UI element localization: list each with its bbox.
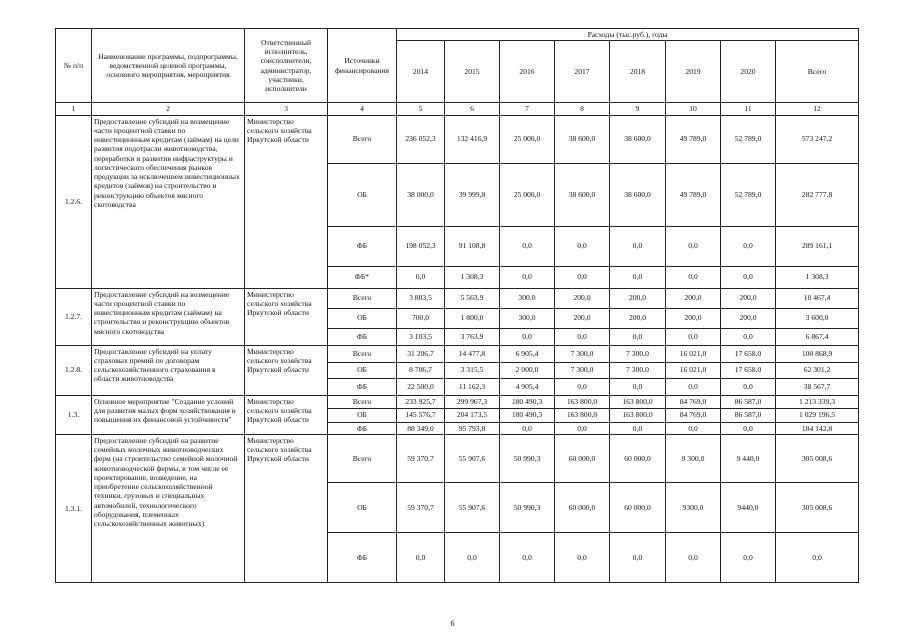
value-cell: 7 300,0 [610,345,666,362]
table-body [56,115,859,582]
total-cell: 282 777,8 [776,163,859,226]
value-cell: 86 587,0 [721,395,776,408]
value-cell: 204 173,5 [445,408,500,422]
value-cell: 7 300,0 [555,345,610,362]
item-number: 1.3. [56,395,92,434]
total-cell: 184 142,8 [776,422,859,434]
total-cell: 1 029 196,5 [776,408,859,422]
funding-source: Всего [328,395,397,408]
value-cell: 52 789,0 [721,163,776,226]
value-cell: 95 793,8 [445,422,500,434]
value-cell: 0,0 [721,266,776,288]
value-cell: 700,0 [397,308,445,328]
value-cell: 7 300,0 [610,362,666,378]
value-cell: 0,0 [666,378,721,395]
header-year: 2018 [610,41,666,103]
funding-source: ОБ [328,362,397,378]
column-number: 4 [328,103,397,115]
value-cell: 0,0 [721,378,776,395]
table-row [56,288,859,308]
value-cell: 0,0 [666,266,721,288]
value-cell: 50 990,3 [500,434,555,482]
column-number: 8 [555,103,610,115]
funding-source: ОБ [328,408,397,422]
total-cell: 6 867,4 [776,328,859,345]
value-cell: 0,0 [555,378,610,395]
value-cell: 88 349,0 [397,422,445,434]
value-cell: 0,0 [666,328,721,345]
total-cell: 38 567,7 [776,378,859,395]
value-cell: 17 658,0 [721,362,776,378]
value-cell: 84 769,0 [666,395,721,408]
value-cell: 300,0 [500,308,555,328]
header-year: 2016 [500,41,555,103]
value-cell: 38 600,0 [555,115,610,163]
value-cell: 0,0 [397,532,445,582]
value-cell: 25 000,0 [500,163,555,226]
value-cell: 300,0 [500,288,555,308]
value-cell: 0,0 [610,422,666,434]
value-cell: 3 103,5 [397,328,445,345]
value-cell: 0,0 [610,532,666,582]
column-number: 6 [445,103,500,115]
table-row [56,345,859,362]
value-cell: 0,0 [555,532,610,582]
value-cell: 163 800,0 [610,395,666,408]
value-cell: 180 490,3 [500,395,555,408]
value-cell: 11 162,3 [445,378,500,395]
table-row [56,115,859,163]
value-cell: 200,0 [610,288,666,308]
value-cell: 16 021,0 [666,345,721,362]
value-cell: 200,0 [555,308,610,328]
value-cell: 25 000,0 [500,115,555,163]
total-cell: 1 213 339,3 [776,395,859,408]
funding-source: ФБ [328,226,397,266]
value-cell: 0,0 [666,226,721,266]
column-number: 1 [56,103,92,115]
value-cell: 200,0 [555,288,610,308]
item-name: Предоставление субсидий на возмещение части процентной ставки по инвестиционным кредитам (займам) на цели развития подотрасли животноводства, переработки и развития инфраструктуры и логистического обеспечения рынков продукции за исключением инвестиционных кредитов (займов) на строительство и реконструкцию объектов мясного скотоводства [92,115,245,288]
funding-source: Всего [328,288,397,308]
value-cell: 163 800,0 [555,395,610,408]
value-cell: 60 000,0 [610,434,666,482]
value-cell: 9 300,0 [666,434,721,482]
value-cell: 60 000,0 [555,482,610,532]
value-cell: 17 658,0 [721,345,776,362]
value-cell: 31 206,7 [397,345,445,362]
value-cell: 38 600,0 [555,163,610,226]
value-cell: 0,0 [610,328,666,345]
value-cell: 0,0 [610,266,666,288]
funding-source: ФБ [328,378,397,395]
column-number: 12 [776,103,859,115]
value-cell: 55 907,6 [445,482,500,532]
header-year: 2019 [666,41,721,103]
total-cell: 573 247,2 [776,115,859,163]
header-responsible: Ответственный исполнитель, соисполнители, администратор, участники, исполнители [245,29,328,103]
value-cell: 0,0 [555,328,610,345]
header-total: Всего [776,41,859,103]
value-cell: 200,0 [666,288,721,308]
value-cell: 0,0 [500,266,555,288]
value-cell: 0,0 [666,532,721,582]
value-cell: 0,0 [666,422,721,434]
page-number: 6 [450,619,455,628]
value-cell: 6 905,4 [500,345,555,362]
funding-source: ОБ [328,163,397,226]
value-cell: 0,0 [500,226,555,266]
funding-source: Всего [328,434,397,482]
header-year: 2015 [445,41,500,103]
value-cell: 180 490,3 [500,408,555,422]
header-year: 2017 [555,41,610,103]
funding-source: ФБ* [328,266,397,288]
header-name: Наименование программы, подпрограммы, ведомственной целевой программы, основного мероприятия, мероприятия [92,29,245,103]
value-cell: 200,0 [721,308,776,328]
value-cell: 60 000,0 [610,482,666,532]
value-cell: 5 563,9 [445,288,500,308]
value-cell: 60 000,0 [555,434,610,482]
value-cell: 1 800,0 [445,308,500,328]
value-cell: 55 907,6 [445,434,500,482]
total-cell: 305 008,6 [776,434,859,482]
value-cell: 38 000,0 [397,163,445,226]
value-cell: 0,0 [610,226,666,266]
value-cell: 0,0 [721,532,776,582]
value-cell: 8 706,7 [397,362,445,378]
header-year: 2020 [721,41,776,103]
value-cell: 200,0 [666,308,721,328]
value-cell: 0,0 [721,422,776,434]
value-cell: 59 370,7 [397,434,445,482]
item-name: Предоставление субсидий на уплату страховых премий по договорам сельскохозяйственного страхования в области животноводства [92,345,245,395]
value-cell: 0,0 [397,266,445,288]
value-cell: 0,0 [555,422,610,434]
value-cell: 0,0 [555,266,610,288]
value-cell: 9 440,0 [721,434,776,482]
value-cell: 38 600,0 [610,115,666,163]
total-cell: 100 868,9 [776,345,859,362]
item-name: Предоставление субсидий на возмещение части процентной ставки по инвестиционным кредитам (займам) на строительство и реконструкцию объектов мясного скотоводства [92,288,245,345]
value-cell: 0,0 [500,422,555,434]
funding-source: Всего [328,345,397,362]
value-cell: 200,0 [721,288,776,308]
funding-source: ФБ [328,422,397,434]
table-header [56,29,859,116]
header-num: № п/п [56,29,92,103]
total-cell: 10 467,4 [776,288,859,308]
funding-source: ФБ [328,532,397,582]
value-cell: 22 500,0 [397,378,445,395]
funding-source: ОБ [328,308,397,328]
value-cell: 132 416,9 [445,115,500,163]
value-cell: 84 769,0 [666,408,721,422]
funding-source: ОБ [328,482,397,532]
value-cell: 163 800,0 [555,408,610,422]
column-number: 5 [397,103,445,115]
item-name: Предоставление субсидий на развитие семейных молочных животноводческих ферм (на строительство семейной молочной животноводческой фермы, в том числе ее проектирование, возведение, на приобретение сельскохозяйственной техники, грузовых и специальных автомобилей, технологического оборудования, племенных сельскохозяйственных животных) [92,434,245,582]
value-cell: 14 477,8 [445,345,500,362]
total-cell: 289 161,1 [776,226,859,266]
item-responsible: Министерство сельского хозяйства Иркутской области [245,115,328,288]
column-number: 2 [92,103,245,115]
item-number: 1.2.8. [56,345,92,395]
value-cell: 299 967,3 [445,395,500,408]
value-cell: 236 052,3 [397,115,445,163]
column-number: 9 [610,103,666,115]
value-cell: 38 600,0 [610,163,666,226]
value-cell: 163 800,0 [610,408,666,422]
value-cell: 145 576,7 [397,408,445,422]
value-cell: 2 000,0 [500,362,555,378]
item-number: 1.2.7. [56,288,92,345]
value-cell: 86 587,0 [721,408,776,422]
value-cell: 9440,0 [721,482,776,532]
total-cell: 1 308,3 [776,266,859,288]
value-cell: 59 370,7 [397,482,445,532]
column-number: 7 [500,103,555,115]
table-row [56,434,859,482]
total-cell: 0,0 [776,532,859,582]
item-responsible: Министерство сельского хозяйства Иркутской области [245,395,328,434]
value-cell: 9300,0 [666,482,721,532]
header-expenses: Расходы (тыс.руб.), годы [397,29,859,41]
item-responsible: Министерство сельского хозяйства Иркутской области [245,434,328,582]
value-cell: 0,0 [555,226,610,266]
item-name: Основное мероприятие "Создание условий для развития малых форм хозяйствования и повышения их финансовой устойчивости" [92,395,245,434]
expenses-table [55,28,859,583]
table-row [56,395,859,408]
total-cell: 62 301,2 [776,362,859,378]
value-cell: 3 315,5 [445,362,500,378]
value-cell: 3 763,9 [445,328,500,345]
value-cell: 0,0 [500,532,555,582]
column-number: 10 [666,103,721,115]
value-cell: 52 789,0 [721,115,776,163]
value-cell: 16 021,0 [666,362,721,378]
funding-source: ФБ [328,328,397,345]
value-cell: 0,0 [500,328,555,345]
header-sources: Источники финансирования [328,29,397,103]
item-number: 1.3.1. [56,434,92,582]
value-cell: 0,0 [721,226,776,266]
column-number: 3 [245,103,328,115]
value-cell: 49 789,0 [666,115,721,163]
value-cell: 0,0 [721,328,776,345]
value-cell: 91 108,8 [445,226,500,266]
value-cell: 39 999,8 [445,163,500,226]
value-cell: 0,0 [445,532,500,582]
value-cell: 1 308,3 [445,266,500,288]
value-cell: 49 789,0 [666,163,721,226]
header-year: 2014 [397,41,445,103]
value-cell: 3 803,5 [397,288,445,308]
total-cell: 305 008,6 [776,482,859,532]
column-number: 11 [721,103,776,115]
value-cell: 0,0 [610,378,666,395]
value-cell: 7 300,0 [555,362,610,378]
total-cell: 3 600,0 [776,308,859,328]
item-responsible: Министерство сельского хозяйства Иркутской области [245,345,328,395]
item-responsible: Министерство сельского хозяйства Иркутской области [245,288,328,345]
value-cell: 50 990,3 [500,482,555,532]
value-cell: 4 905,4 [500,378,555,395]
item-number: 1.2.6. [56,115,92,288]
value-cell: 233 925,7 [397,395,445,408]
funding-source: Всего [328,115,397,163]
value-cell: 198 052,3 [397,226,445,266]
value-cell: 200,0 [610,308,666,328]
